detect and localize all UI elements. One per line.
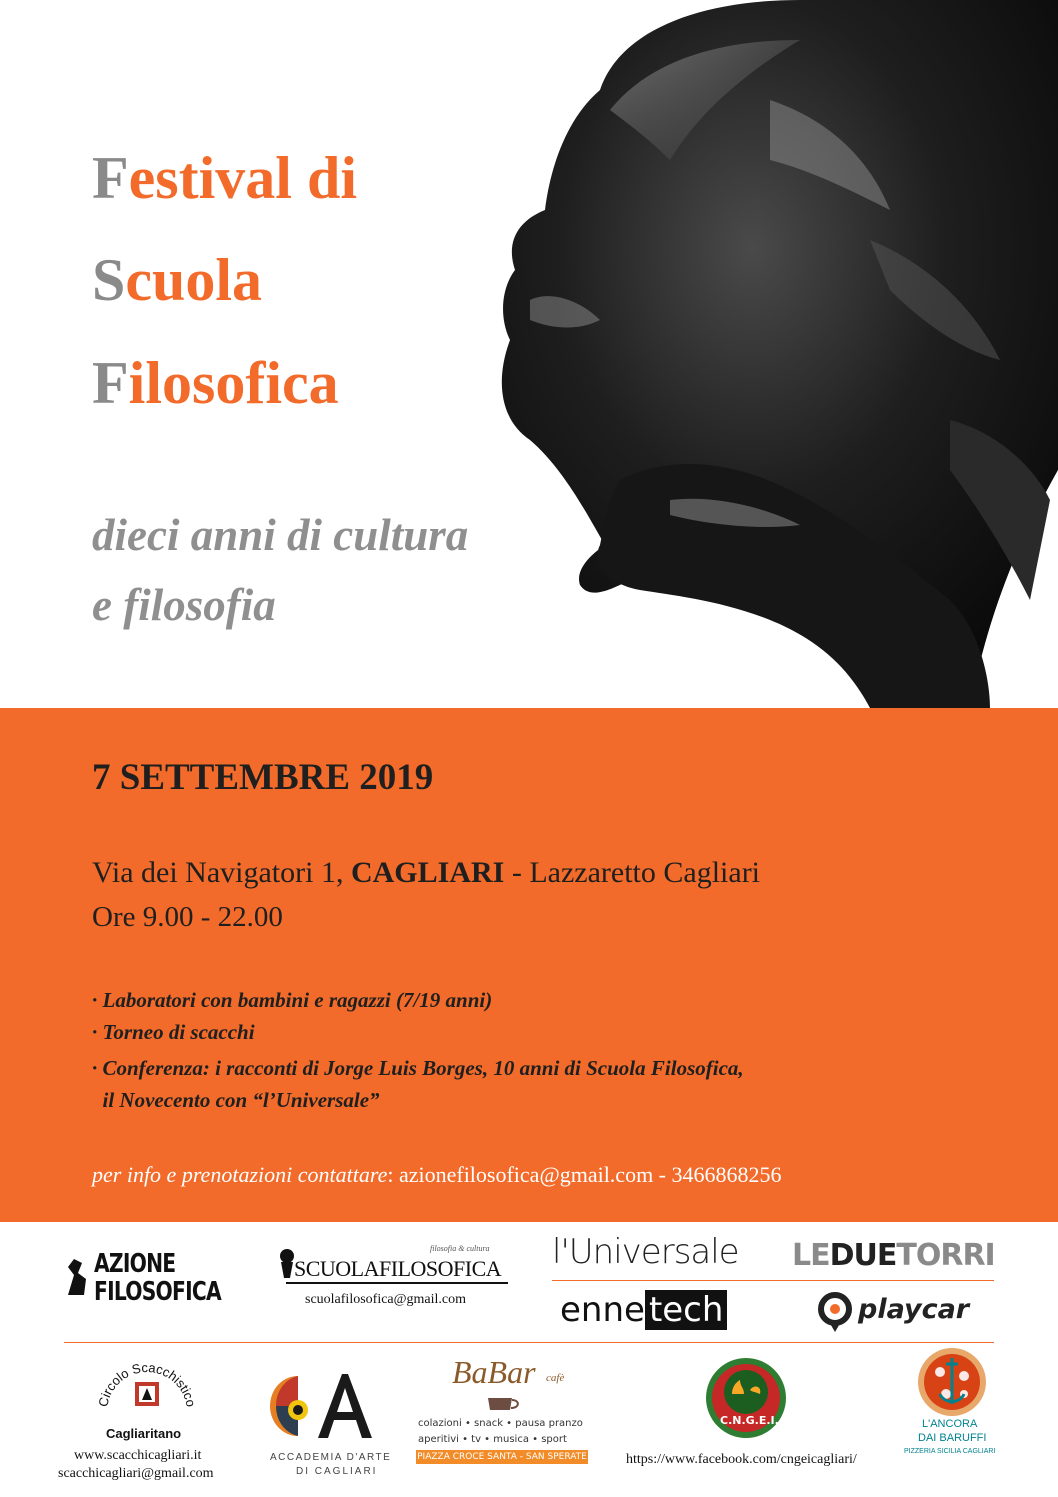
- leduetorri-part3: TORRI: [896, 1238, 995, 1273]
- event-address: [92, 856, 760, 890]
- ancora-line1: L'ANCORA: [922, 1418, 978, 1430]
- babar-services-2: aperitivi • tv • musica • sport: [418, 1434, 567, 1445]
- ennetech-enne: enne: [560, 1290, 645, 1330]
- subtitle-line-1: dieci anni di cultura: [92, 510, 469, 560]
- contact-label: per info e prenotazioni contattare: [92, 1162, 388, 1187]
- event-hours: Ore 9.00 - 22.00: [92, 901, 283, 933]
- babar-logo: BaBar: [452, 1354, 536, 1390]
- scuola-email[interactable]: scuolafilosofica@gmail.com: [305, 1292, 467, 1307]
- title-initial-f2: F: [92, 350, 129, 416]
- playcar-logo: playcar: [858, 1294, 970, 1325]
- title-initial-s: S: [92, 247, 126, 313]
- accademia-arte-logo: [268, 1370, 380, 1442]
- title-rest-3: ilosofica: [128, 350, 339, 416]
- ancora-line3: PIZZERIA SICILIA CAGLIARI: [904, 1448, 996, 1455]
- title-rest-2: cuola: [125, 247, 263, 313]
- title-line-2: [92, 245, 262, 315]
- playcar-pin-icon: [818, 1292, 852, 1332]
- address-city: CAGLIARI: [350, 856, 505, 889]
- title-line-3: [92, 348, 339, 418]
- circolo-name: Cagliaritano: [106, 1426, 182, 1441]
- address-street: Via dei Navigatori 1,: [92, 856, 351, 889]
- scuola-logo-underline: [286, 1282, 508, 1284]
- circolo-website[interactable]: www.scacchicagliari.it: [74, 1448, 202, 1463]
- sponsor-divider: [552, 1280, 994, 1281]
- babar-services-1: colazioni • snack • pausa pranzo: [418, 1418, 583, 1429]
- accademia-line2: DI CAGLIARI: [296, 1466, 378, 1477]
- activity-item: · Conferenza: i racconti di Jorge Luis Borges, 10 anni di Scuola Filosofica,: [92, 1056, 744, 1080]
- title-line-1: [92, 143, 357, 213]
- azione-filosofica-icon: [64, 1255, 88, 1295]
- ennetech-logo: [560, 1290, 727, 1330]
- azione-filosofica-logo: [94, 1250, 221, 1306]
- azione-logo-line2: FILOSOFICA: [94, 1277, 221, 1307]
- cngei-facebook-link[interactable]: https://www.facebook.com/cngeicagliari/: [626, 1452, 857, 1467]
- coffee-cup-icon: [486, 1394, 522, 1414]
- leduetorri-logo: [792, 1238, 995, 1273]
- ancora-line2: DAI BARUFFI: [918, 1432, 987, 1444]
- azione-logo-line1: AZIONE: [94, 1249, 176, 1279]
- title-rest-1: estival di: [128, 145, 357, 211]
- accademia-line1: ACCADEMIA D'ARTE: [270, 1452, 392, 1463]
- event-date: 7 SETTEMBRE 2019: [92, 757, 434, 798]
- title-initial-f: F: [92, 145, 129, 211]
- scuola-filosofica-logo: SCUOLAFILOSOFICA: [294, 1256, 502, 1281]
- universale-logo: l'Universale: [552, 1232, 739, 1272]
- activity-item: · Torneo di scacchi: [92, 1020, 255, 1044]
- scuola-logo-tagline: filosofia & cultura: [430, 1244, 490, 1253]
- circolo-email[interactable]: scacchicagliari@gmail.com: [58, 1466, 214, 1481]
- activity-item: il Novecento con “l’Universale”: [92, 1088, 380, 1112]
- activity-item: · Laboratori con bambini e ragazzi (7/19 anni): [92, 988, 493, 1012]
- ennetech-tech: tech: [645, 1290, 728, 1330]
- circolo-scacchistico-logo: [92, 1352, 202, 1430]
- circolo-arc-text: Circolo Scacchistico: [95, 1359, 199, 1409]
- contact-info: [92, 1162, 782, 1188]
- babar-address: PIAZZA CROCE SANTA - SAN SPERATE: [417, 1452, 587, 1462]
- leduetorri-part2: DUE: [829, 1238, 897, 1273]
- babar-subtitle: cafè: [546, 1372, 565, 1384]
- partners-divider: [64, 1342, 994, 1343]
- ancora-pizza-logo: [916, 1346, 988, 1418]
- leduetorri-part1: LE: [792, 1238, 830, 1273]
- contact-details[interactable]: : azionefilosofica@gmail.com - 3466868256: [387, 1162, 782, 1187]
- cngei-label: C.N.G.E.I.: [720, 1414, 779, 1427]
- thinker-sculpture-image: [470, 0, 1058, 708]
- address-venue: - Lazzaretto Cagliari: [504, 856, 761, 889]
- subtitle-line-2: e filosofia: [92, 580, 276, 630]
- cngei-logo: [704, 1356, 788, 1440]
